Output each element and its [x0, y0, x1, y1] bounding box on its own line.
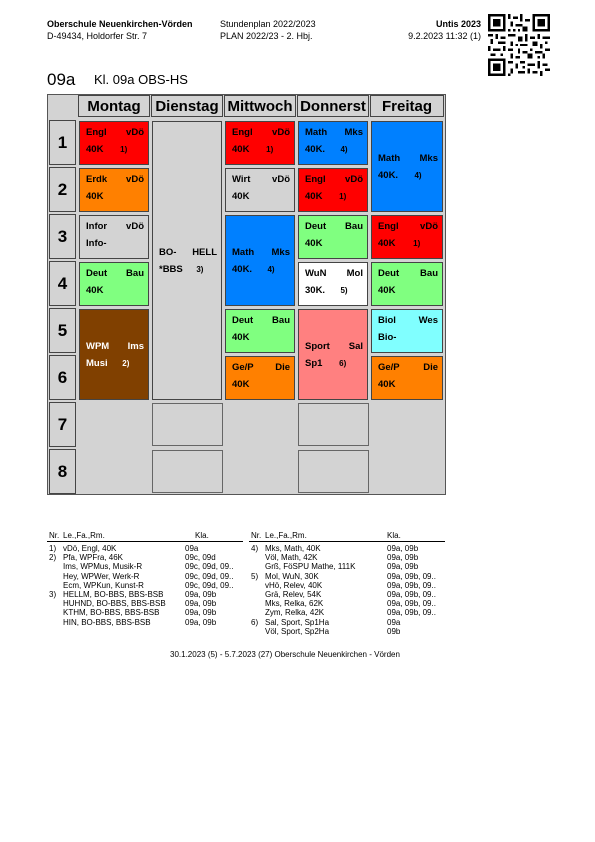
lesson-note: 1): [120, 145, 128, 154]
lesson-subject: Deut: [86, 268, 108, 279]
legend-row: [251, 572, 436, 581]
lesson-note: 1): [413, 239, 421, 248]
lesson-subject: Engl: [232, 127, 253, 138]
legend-entry: Grß, FöSPU Mathe, 111K: [265, 562, 356, 572]
lesson-subject: Engl: [86, 127, 107, 138]
app-name: Untis 2023: [435, 19, 481, 29]
legend-row: [49, 581, 233, 590]
legend-row: [251, 618, 436, 627]
empty-slot: [298, 403, 369, 446]
legend-left-list: [49, 544, 233, 627]
legend-nr: 2): [49, 553, 57, 563]
lesson-room: 40K: [305, 191, 323, 202]
period-number: 4: [49, 261, 76, 306]
legend-entry: vDö, Engl, 40K: [63, 544, 117, 553]
legend-entry: Grä, Relev, 54K: [265, 590, 322, 600]
legend-classes: 09a: [185, 544, 199, 553]
lesson-room: 40K.: [378, 170, 399, 181]
legend-row: [49, 572, 233, 581]
lesson-teacher: vDö: [420, 221, 438, 232]
period-number: 5: [49, 308, 76, 353]
lesson-note: 1): [266, 145, 274, 154]
lesson-teacher: HELL: [192, 247, 217, 258]
period-number: 6: [49, 355, 76, 400]
lesson-teacher: vDö: [272, 127, 290, 138]
lesson-room: 40K: [305, 238, 323, 249]
school-address: D-49434, Holdorfer Str. 7: [47, 31, 148, 41]
lesson-subject: Deut: [232, 315, 254, 326]
lesson-cell[interactable]: [371, 262, 443, 306]
lesson-teacher: vDö: [126, 127, 144, 138]
lesson-room: *BBS: [159, 264, 183, 275]
legend-row: [251, 627, 436, 636]
lesson-note: 6): [339, 359, 347, 368]
lesson-teacher: vDö: [126, 221, 144, 232]
lesson-cell[interactable]: [79, 309, 149, 400]
lesson-cell[interactable]: [371, 121, 443, 212]
legend-classes: 09a, 09b, 09..: [387, 608, 436, 618]
legend-row: [251, 544, 436, 553]
legend-classes: 09a, 09b: [387, 544, 419, 553]
lesson-teacher: Die: [423, 362, 438, 373]
legend-divider: [249, 541, 445, 542]
legend-entry: Völ, Math, 42K: [265, 553, 318, 563]
legend-row: [49, 590, 233, 599]
lesson-subject: Math: [305, 127, 328, 138]
period-number: 7: [49, 402, 76, 447]
lesson-subject: BO-: [159, 247, 177, 258]
legend-entry: Ecm, WPKun, Kunst-R: [63, 580, 144, 590]
lesson-teacher: vDö: [126, 174, 144, 185]
day-header-friday: Freitag: [370, 95, 444, 117]
lesson-teacher: Bau: [420, 268, 438, 279]
lesson-subject: Deut: [305, 221, 327, 232]
lesson-room: 40K.: [305, 144, 326, 155]
lesson-teacher: Sal: [348, 341, 363, 352]
legend-classes: 09c, 09d, 09..: [185, 562, 234, 572]
legend-header-left: [49, 531, 209, 540]
lesson-room: 40K: [232, 332, 250, 343]
lesson-teacher: Wes: [418, 315, 438, 326]
legend-classes: 09a, 09b, 09..: [387, 571, 436, 581]
qr-code-icon: [488, 14, 550, 76]
lesson-subject: Ge/P: [232, 362, 254, 373]
lesson-room: Bio-: [378, 332, 397, 343]
legend-classes: 09a, 09b: [185, 617, 217, 627]
lesson-cell[interactable]: [225, 121, 295, 165]
lesson-cell[interactable]: [371, 309, 443, 353]
legend-row: [49, 599, 233, 608]
lesson-cell[interactable]: [79, 121, 149, 165]
class-code: 09a: [47, 70, 76, 89]
legend-entry: Mks, Math, 40K: [265, 544, 321, 553]
legend-entry: Pfa, WPFra, 46K: [63, 553, 124, 563]
lesson-room: 40K: [232, 379, 250, 390]
lesson-subject: Math: [232, 247, 255, 258]
legend-entry: Sal, Sport, Sp1Ha: [265, 617, 330, 627]
legend-classes: 09a, 09b: [387, 562, 419, 572]
lesson-note: 4): [267, 265, 275, 274]
lesson-cell[interactable]: [79, 262, 149, 306]
lesson-subject: Wirt: [232, 174, 251, 185]
lesson-subject: Math: [378, 153, 401, 164]
lesson-cell[interactable]: [79, 168, 149, 212]
legend-classes: 09a, 09b: [185, 599, 217, 609]
lesson-note: 2): [122, 359, 130, 368]
lesson-note: 4): [414, 171, 422, 180]
legend-col-nr: Nr.: [49, 531, 60, 540]
legend-nr: 5): [251, 571, 259, 581]
legend-classes: 09b: [387, 626, 401, 636]
legend-classes: 09a, 09b, 09..: [387, 599, 436, 609]
legend-row: [49, 608, 233, 617]
legend-entry: KTHM, BO-BBS, BBS-BSB: [63, 608, 160, 618]
legend-nr: 1): [49, 544, 57, 553]
empty-slot: [152, 450, 223, 493]
lesson-note: 1): [339, 192, 347, 201]
lesson-teacher: Mol: [346, 268, 363, 279]
lesson-teacher: Ims: [127, 341, 144, 352]
legend-classes: 09a: [387, 617, 401, 627]
lesson-subject: Engl: [305, 174, 326, 185]
legend-entry: Völ, Sport, Sp2Ha: [265, 626, 330, 636]
print-datetime: 9.2.2023 11:32 (1): [408, 31, 481, 41]
lesson-subject: Sport: [305, 341, 330, 352]
lesson-room: 40K: [86, 285, 104, 296]
legend-classes: 09a, 09b, 09..: [387, 580, 436, 590]
legend-row: [251, 599, 436, 608]
lesson-cell[interactable]: [225, 215, 295, 306]
legend-entry: Zym, Relka, 42K: [265, 608, 325, 618]
plan-title: Stundenplan 2022/2023: [220, 19, 316, 29]
lesson-teacher: Mks: [271, 247, 290, 258]
lesson-cell[interactable]: [298, 262, 368, 306]
lesson-subject: Erdk: [86, 174, 108, 185]
legend-divider: [47, 541, 243, 542]
legend-row: [251, 590, 436, 599]
legend-col-lefarm: Le.,Fa.,Rm.: [63, 531, 105, 540]
lesson-cell[interactable]: [371, 215, 443, 259]
lesson-room: 40K: [378, 238, 396, 249]
lesson-subject: Infor: [86, 221, 108, 232]
lesson-subject: Biol: [378, 315, 396, 326]
lesson-subject: Engl: [378, 221, 399, 232]
lesson-teacher: Mks: [419, 153, 438, 164]
legend-classes: 09a, 09b, 09..: [387, 590, 436, 600]
legend-row: [251, 581, 436, 590]
day-header-wednesday: Mittwoch: [224, 95, 296, 117]
lesson-room: 40K: [378, 379, 396, 390]
legend-row: [49, 618, 233, 627]
lesson-note: 4): [340, 145, 348, 154]
legend-col-nr: Nr.: [251, 531, 262, 540]
period-number: 8: [49, 449, 76, 494]
period-number: 3: [49, 214, 76, 259]
legend-col-kla: Kla.: [387, 531, 401, 540]
legend-classes: 09c, 09d, 09..: [185, 571, 234, 581]
legend-row: [49, 553, 233, 562]
lesson-cell[interactable]: [225, 168, 295, 212]
lesson-room: 40K: [86, 144, 104, 155]
legend-nr: 3): [49, 590, 57, 600]
legend-entry: Mol, WuN, 30K: [265, 571, 319, 581]
lesson-subject: WPM: [86, 341, 110, 352]
legend-row: [251, 562, 436, 571]
lesson-subject: Deut: [378, 268, 400, 279]
empty-slot: [298, 450, 369, 493]
lesson-teacher: vDö: [272, 174, 290, 185]
lesson-teacher: Bau: [345, 221, 363, 232]
legend-row: [49, 562, 233, 571]
day-header-thursday: Donnerst: [297, 95, 369, 117]
legend-classes: 09a, 09b: [185, 608, 217, 618]
legend-entry: HUHND, BO-BBS, BBS-BSB: [63, 599, 166, 609]
legend-row: [251, 553, 436, 562]
lesson-room: 40K: [378, 285, 396, 296]
legend-col-kla: Kla.: [195, 531, 209, 540]
legend-entry: HELLM, BO-BBS, BBS-BSB: [63, 590, 164, 600]
lesson-room: 40K: [232, 144, 250, 155]
legend-entry: vHö, Relev, 40K: [265, 580, 323, 590]
lesson-cell[interactable]: [298, 121, 368, 165]
lesson-subject: Ge/P: [378, 362, 400, 373]
legend-entry: Hey, WPWer, Werk-R: [63, 571, 140, 581]
lesson-room: 40K.: [232, 264, 253, 275]
lesson-cell[interactable]: [298, 309, 368, 400]
school-name: Oberschule Neuenkirchen-Vörden: [47, 19, 193, 29]
lesson-cell[interactable]: [225, 356, 295, 400]
day-header-tuesday: Dienstag: [151, 95, 223, 117]
validity-footer: 30.1.2023 (5) - 5.7.2023 (27) Oberschule Neuenkirchen - Vörden: [170, 650, 400, 659]
legend-nr: 6): [251, 617, 259, 627]
lesson-cell[interactable]: [152, 121, 222, 400]
plan-subtitle: PLAN 2022/23 - 2. Hbj.: [220, 31, 313, 41]
legend-classes: 09c, 09d: [185, 553, 216, 563]
lesson-teacher: Die: [275, 362, 290, 373]
lesson-room: Info-: [86, 238, 107, 249]
lesson-cell[interactable]: [298, 168, 368, 212]
legend-entry: Mks, Relka, 62K: [265, 599, 324, 609]
legend-header-right: [251, 531, 401, 540]
day-header-monday: Montag: [78, 95, 150, 117]
lesson-room: Musi: [86, 358, 108, 369]
lesson-cell[interactable]: [79, 215, 149, 259]
lesson-room: 40K: [86, 191, 104, 202]
legend-row: [251, 608, 436, 617]
legend-classes: 09a, 09b: [185, 590, 217, 600]
lesson-teacher: Bau: [126, 268, 144, 279]
lesson-note: 5): [340, 286, 348, 295]
legend-classes: 09a, 09b: [387, 553, 419, 563]
lesson-teacher: Bau: [272, 315, 290, 326]
legend-row: [49, 544, 233, 553]
lesson-room: Sp1: [305, 358, 323, 369]
legend-col-lefarm: Le.,Fa.,Rm.: [265, 531, 307, 540]
lesson-cell[interactable]: [225, 309, 295, 353]
legend-entry: Ims, WPMus, Musik-R: [63, 562, 143, 572]
legend-right-list: [251, 544, 436, 636]
empty-slot: [152, 403, 223, 446]
class-name: Kl. 09a OBS-HS: [94, 72, 188, 87]
legend-nr: 4): [251, 544, 259, 553]
lesson-teacher: vDö: [345, 174, 363, 185]
lesson-room: 40K: [232, 191, 250, 202]
lesson-cell[interactable]: [371, 356, 443, 400]
period-number: 2: [49, 167, 76, 212]
lesson-subject: WuN: [305, 268, 327, 279]
lesson-room: 30K.: [305, 285, 326, 296]
legend-entry: HIN, BO-BBS, BBS-BSB: [63, 617, 151, 627]
period-number: 1: [49, 120, 76, 165]
lesson-cell[interactable]: [298, 215, 368, 259]
legend-classes: 09c, 09d, 09..: [185, 580, 234, 590]
lesson-note: 3): [196, 265, 204, 274]
lesson-teacher: Mks: [344, 127, 363, 138]
